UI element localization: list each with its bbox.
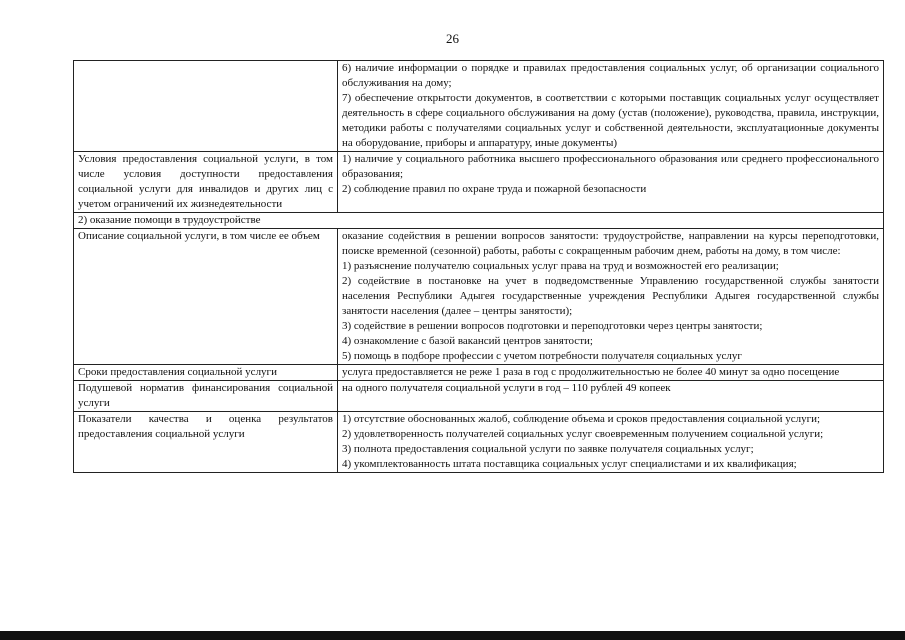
parameter-name-text: Показатели качества и оценка результатов предоставления социальной услуги — [78, 413, 333, 440]
parameter-value-cell — [338, 61, 884, 152]
parameter-value-item: 7) обеспечение открытости документов, в соответствии с которыми поставщик социальных услуг осуществляет деятельность в сфере социального обслуживания на дому (устав (положение), руководства, правила, инструкции, методики работы с получателями социальных услуг и собственной деятельности, эксплуатационные документы на оборудование, приборы и аппаратуру, иные документы) — [342, 92, 879, 149]
parameter-name-text: Сроки предоставления социальной услуги — [78, 366, 277, 378]
parameter-name-cell — [74, 61, 338, 152]
parameter-name-text: Условия предоставления социальной услуги, в том числе условия доступности предоставления социальной услуги для инвалидов и других лиц с учетом ограничений их жизнедеятельности — [78, 153, 333, 210]
parameter-value-item: на одного получателя социальной услуги в год – 110 рублей 49 копеек — [342, 382, 671, 394]
table-row — [74, 61, 884, 152]
parameter-value-item: 2) удовлетворенность получателей социальных услуг своевременным получением социальной услуги; — [342, 428, 824, 440]
parameter-value-cell — [338, 229, 884, 365]
parameter-value-item: 3) полнота предоставления социальной услуги по заявке получателя социальных услуг; — [342, 443, 754, 455]
parameter-value-item: 2) содействие в постановке на учет в подведомственные Управлению государственной службы занятости населения Республики Адыгея государственные учреждения Республики Адыгея государственной службы занятости населения (далее – центры занятости); — [342, 275, 879, 317]
parameter-name-cell — [74, 152, 338, 213]
parameter-value-item: 1) отсутствие обоснованных жалоб, соблюдение объема и сроков предоставления социальной услуги; — [342, 413, 821, 425]
parameter-value-cell — [338, 381, 884, 412]
parameter-value-item: 1) наличие у социального работника высшего профессионального образования или среднего профессионального образования; — [342, 153, 879, 180]
table-row — [74, 365, 884, 381]
table-body — [74, 61, 884, 473]
parameter-value-item: услуга предоставляется не реже 1 раза в год с продолжительностью не более 40 минут за одно посещение — [342, 366, 840, 378]
parameter-value-cell — [338, 152, 884, 213]
scan-edge-bar — [0, 631, 905, 640]
parameter-value-item: 6) наличие информации о порядке и правилах предоставления социальных услуг, об организации социального обслуживания на дому; — [342, 62, 879, 89]
table-row — [74, 412, 884, 473]
parameter-name-cell — [74, 365, 338, 381]
parameter-value-item: 3) содействие в решении вопросов подготовки и переподготовки через центры занятости; — [342, 320, 763, 332]
service-standard-table — [73, 60, 884, 473]
parameter-value-item: 1) разъяснение получателю социальных услуг права на труд и возможностей его реализации; — [342, 260, 779, 272]
section-heading: 2) оказание помощи в трудоустройстве — [74, 213, 884, 229]
parameter-name-cell — [74, 412, 338, 473]
section-heading-row — [74, 213, 884, 229]
parameter-name-text: Подушевой норматив финансирования социальной услуги — [78, 382, 333, 409]
parameter-name-text: Описание социальной услуги, в том числе ее объем — [78, 230, 320, 242]
table-row — [74, 152, 884, 213]
table-row — [74, 229, 884, 365]
parameter-name-cell — [74, 381, 338, 412]
parameter-value-item: оказание содействия в решении вопросов занятости: трудоустройстве, направлении на курсы переподготовки, поиске временной (сезонной) работы, работы с сокращенным рабочим днем, работы на дому, в том числе: — [342, 230, 879, 257]
table-row — [74, 381, 884, 412]
parameter-value-item: 4) ознакомление с базой вакансий центров занятости; — [342, 335, 593, 347]
parameter-value-item: 4) укомплектованность штата поставщика социальных услуг специалистами и их квалификация; — [342, 458, 797, 470]
parameter-value-item: 2) соблюдение правил по охране труда и пожарной безопасности — [342, 183, 647, 195]
page-number: 26 — [446, 31, 459, 46]
parameter-name-cell — [74, 229, 338, 365]
parameter-value-cell — [338, 412, 884, 473]
parameter-value-item: 5) помощь в подборе профессии с учетом потребности получателя социальных услуг — [342, 350, 742, 362]
parameter-value-cell — [338, 365, 884, 381]
